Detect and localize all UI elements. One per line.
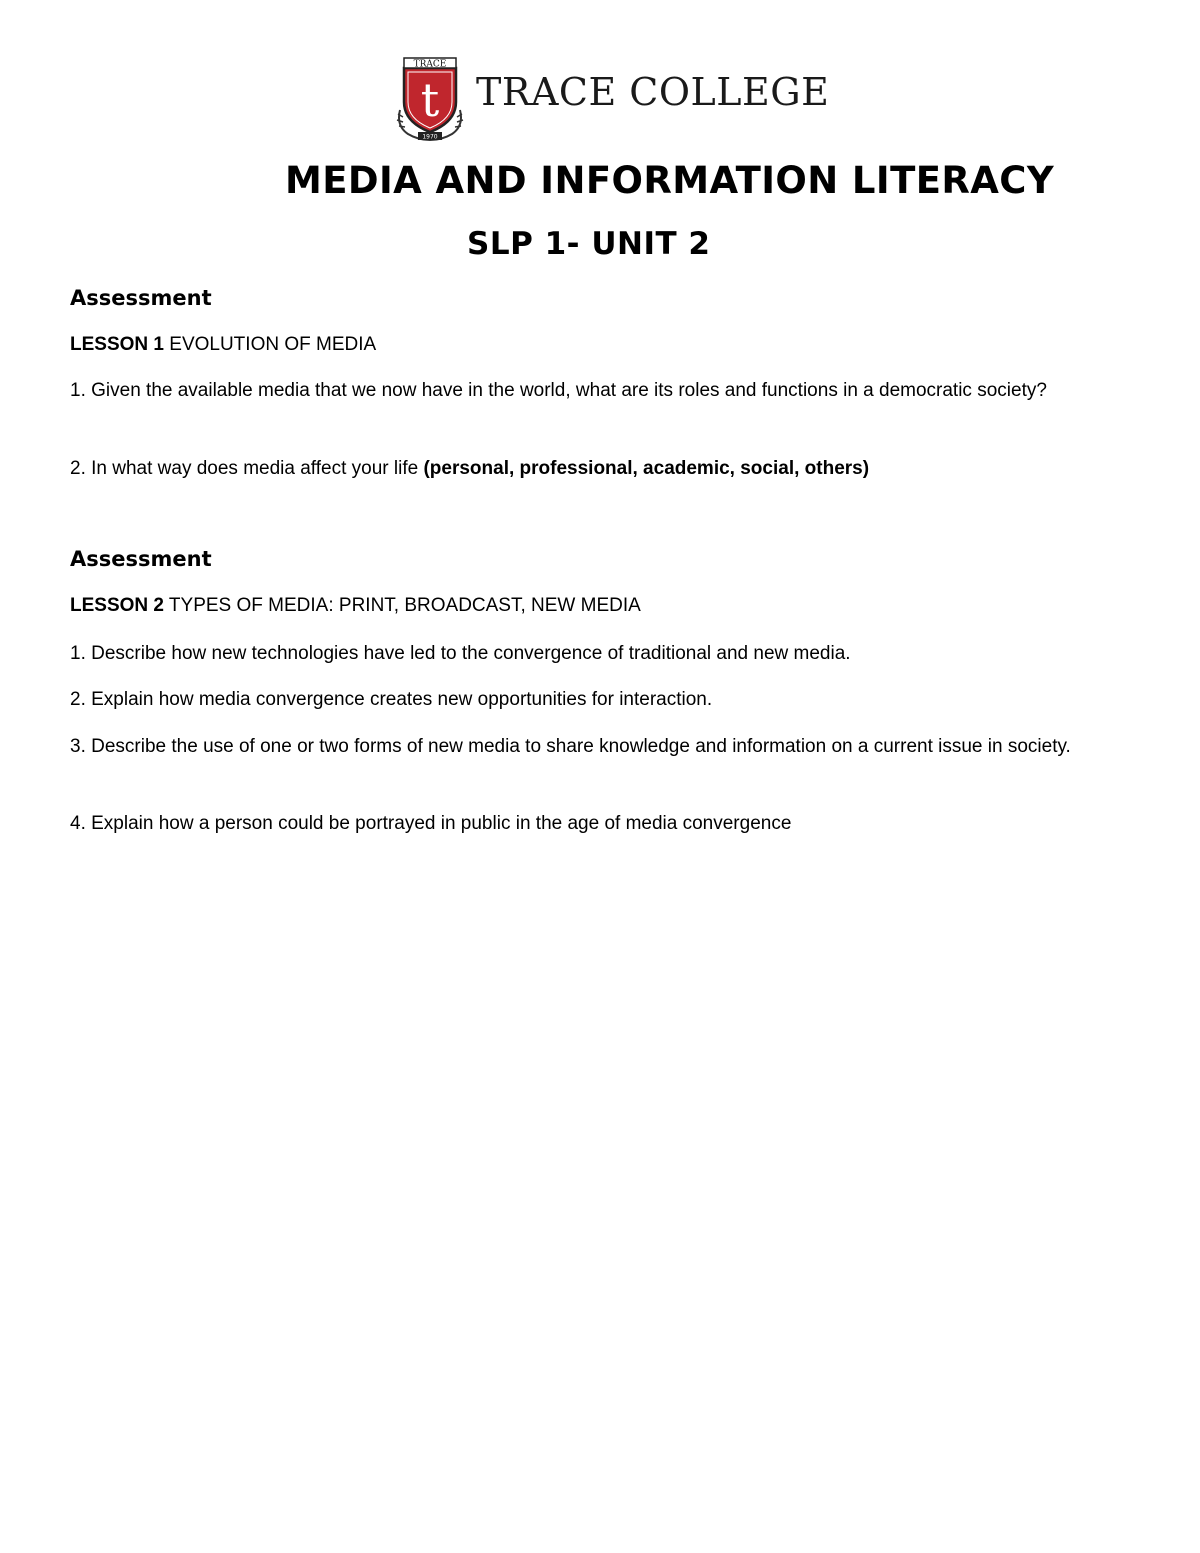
section1-heading: Assessment [70,286,212,310]
section2-heading: Assessment [70,547,212,571]
section1-question-2-text: 2. In what way does media affect your life [70,458,424,479]
svg-text:t: t [420,73,440,127]
svg-text:1970: 1970 [422,133,438,141]
svg-text:TRACE: TRACE [413,59,447,70]
section1-lesson-title: EVOLUTION OF MEDIA [169,334,377,355]
document-title: MEDIA AND INFORMATION LITERACY [285,159,1055,202]
section1-lesson [70,329,1130,360]
section2-lesson-label: LESSON 2 [70,595,164,616]
section2-lesson-title: TYPES OF MEDIA: PRINT, BROADCAST, NEW MEDIA [168,595,641,616]
section1-question-2 [70,453,1130,484]
section1-question-1: 1. Given the available media that we now have in the world, what are its roles and functions in a democratic society? [70,380,1047,401]
section2-question-2: 2. Explain how media convergence creates new opportunities for interaction. [70,689,713,710]
section2-question-1: 1. Describe how new technologies have led to the convergence of traditional and new media. [70,643,851,664]
section1-lesson-label: LESSON 1 [70,334,164,355]
section2-question-4: 4. Explain how a person could be portrayed in public in the age of media convergence [70,813,792,834]
section2-question-3: 3. Describe the use of one or two forms of new media to share knowledge and information on a current issue in society. [70,736,1071,757]
document-subtitle: SLP 1- UNIT 2 [467,226,711,262]
section2-lesson [70,590,1130,621]
section1-question-2-bold: (personal, professional, academic, social, others) [423,458,870,479]
college-crest-icon [392,52,468,144]
college-name: TRACE COLLEGE [476,70,830,114]
college-logo [392,52,830,144]
